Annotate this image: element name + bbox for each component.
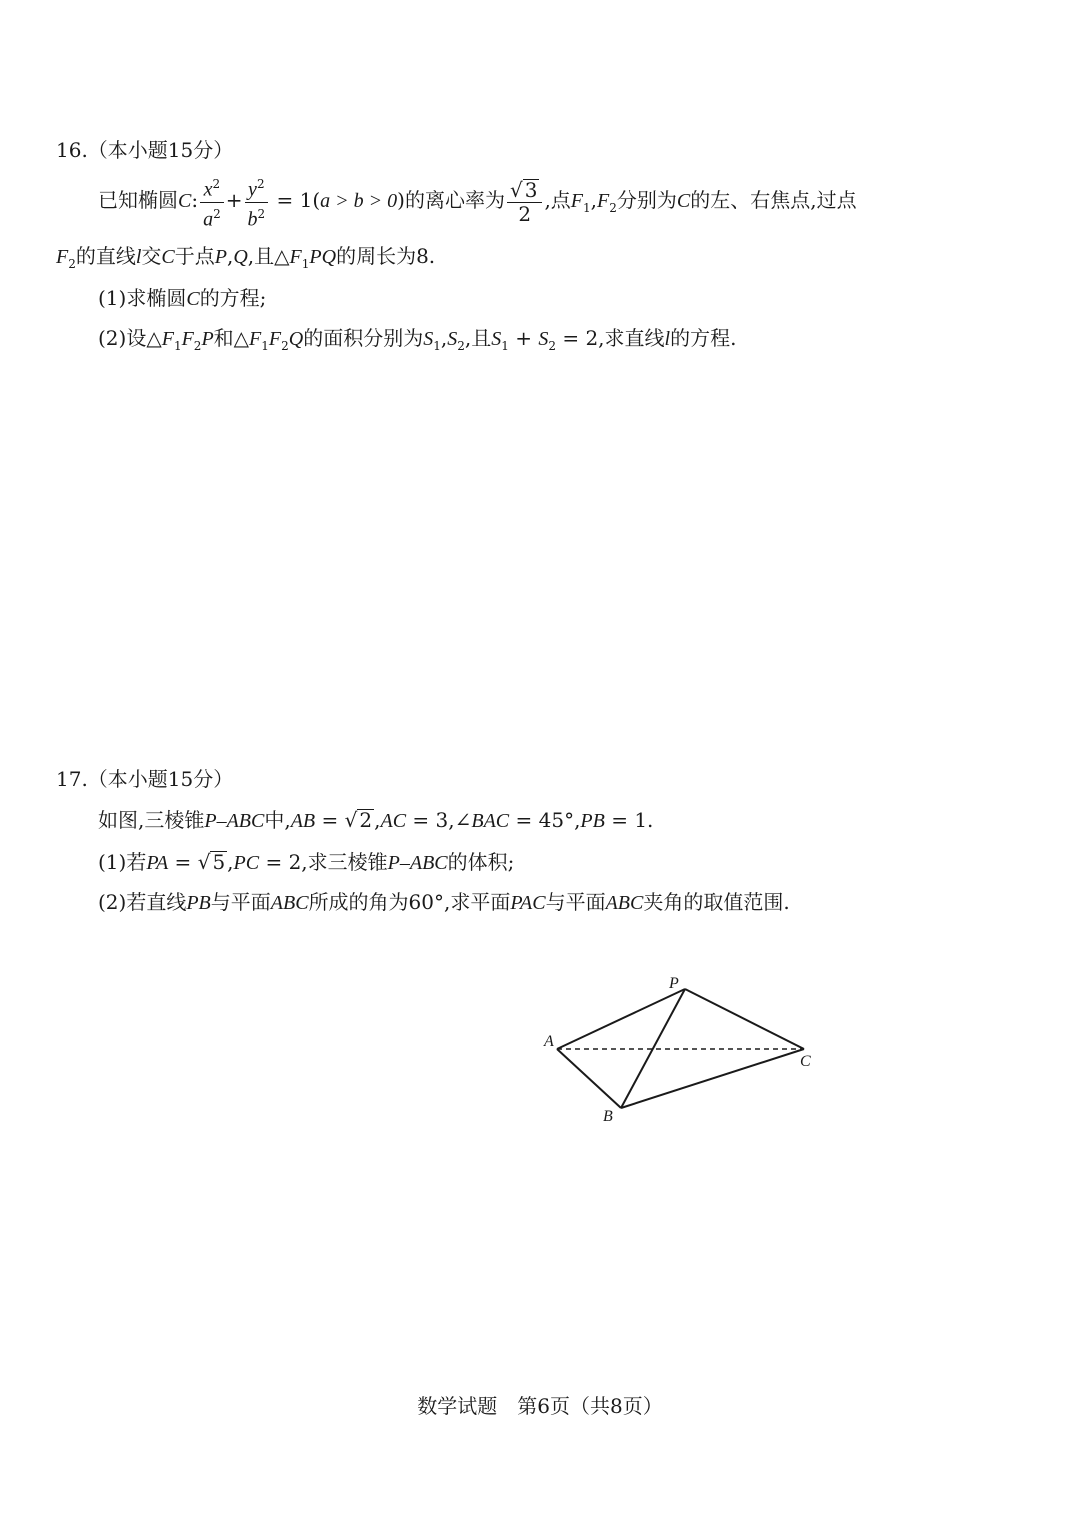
q16-text: (1)求椭圆 [98, 286, 187, 310]
q17-text: = 45°, [509, 808, 581, 832]
q17-text: (1)若 [98, 850, 147, 874]
sub: 1 [433, 339, 441, 353]
var-ABC: ABC [605, 892, 644, 914]
comma: , [226, 244, 234, 268]
q16-text: 于点 [174, 244, 215, 268]
var-F: F [56, 246, 69, 268]
var-l: l [135, 246, 142, 268]
sub: 1 [583, 201, 591, 215]
var-PQ: PQ [309, 246, 337, 268]
equals: = [168, 850, 198, 874]
var-S: S [447, 328, 458, 350]
q17-text: = 2,求三棱锥 [259, 850, 388, 874]
vertex-label-B: B [603, 1108, 613, 1125]
q16-text: ,点 [544, 188, 571, 212]
question-17-statement: 如图,三棱锥P–ABC中,AB = √ 2 ,AC = 3,∠BAC = 45°,PB = 1. [98, 808, 654, 832]
var-b: b [247, 208, 258, 231]
ellipse-name: C [178, 190, 192, 212]
condition: a > b > 0 [320, 190, 398, 212]
var-PB: PB [186, 892, 211, 914]
q16-text: 和△ [213, 326, 250, 350]
var-F: F [249, 328, 262, 350]
var-l: l [664, 328, 671, 350]
var-a: a [203, 208, 214, 231]
sub: 2 [548, 339, 556, 353]
var-F: F [570, 190, 584, 212]
vertex-label-A: A [544, 1033, 554, 1050]
var-AB: AB [290, 810, 316, 832]
sub: 2 [68, 257, 76, 271]
var-PC: PC [233, 852, 260, 874]
edge-PC [685, 989, 804, 1049]
q17-text: = 3,∠ [406, 808, 472, 832]
comma: , [590, 188, 598, 212]
comma: , [440, 326, 448, 350]
var-C: C [161, 246, 175, 268]
sub: 2 [609, 201, 617, 215]
q16-text: 的方程; [199, 286, 267, 310]
question-17-header: 17.（本小题15分） [56, 767, 234, 791]
var-S: S [491, 328, 502, 350]
var-AC: AC [380, 810, 407, 832]
q16-text: ,且 [464, 326, 492, 350]
var-PABC: P–ABC [387, 852, 448, 874]
q17-text: 的体积; [447, 850, 515, 874]
var-F: F [268, 328, 282, 350]
q16-text: )的离心率为 [397, 188, 505, 212]
exp: 2 [213, 207, 221, 221]
q16-text: 的面积分别为 [303, 326, 424, 350]
fraction-x2-a2 [200, 172, 224, 230]
q17-text: (2)若直线 [98, 890, 187, 914]
plus-sign: + [508, 326, 539, 350]
var-PA: PA [146, 852, 169, 874]
pyramid-figure [530, 965, 830, 1130]
q17-text: = 1. [604, 808, 654, 832]
q17-text: 所成的角为60°,求平面 [308, 890, 511, 914]
q17-text: 如图,三棱锥 [98, 808, 205, 832]
exp: 2 [212, 177, 221, 192]
var-F: F [181, 328, 194, 350]
var-PB: PB [580, 810, 605, 832]
plus-sign: + [225, 188, 243, 212]
sub: 1 [173, 339, 182, 353]
sub: 2 [193, 339, 202, 353]
var-x: x [203, 179, 213, 201]
q16-text: = 1( [270, 188, 321, 212]
var-C: C [186, 288, 200, 310]
radicand-3: 3 [524, 178, 538, 202]
vertex-label-C: C [800, 1053, 811, 1070]
radicand-5: 5 [212, 850, 226, 874]
edge-PA [557, 989, 685, 1049]
denominator-2: 2 [518, 202, 532, 226]
sub: 1 [261, 339, 269, 353]
q17-text: 夹角的取值范围. [643, 890, 790, 914]
question-16-part-2 [98, 322, 736, 353]
sub: 1 [501, 339, 509, 353]
var-PABC: P–ABC [204, 810, 265, 832]
q16-text: 的直线 [75, 244, 136, 268]
q16-text: 的方程. [670, 326, 737, 350]
q17-text: 中, [264, 808, 291, 832]
question-16-header: 16.（本小题15分） [56, 138, 234, 162]
var-Q: Q [288, 328, 304, 350]
q16-text: = 2,求直线 [555, 326, 665, 350]
q16-text: 分别为 [616, 188, 677, 212]
q16-text: ,且△ [247, 244, 290, 268]
comma: , [374, 808, 381, 832]
var-S: S [423, 328, 434, 350]
q16-text: 的周长为8. [336, 244, 436, 268]
var-F: F [289, 246, 302, 268]
q16-text: 的左、右焦点,过点 [690, 188, 857, 212]
var-P: P [214, 246, 227, 268]
q17-text: 与平面 [545, 890, 606, 914]
var-C: C [676, 190, 691, 212]
question-16-part-1 [98, 282, 266, 311]
radicand-2: 2 [359, 808, 373, 832]
comma: , [227, 850, 234, 874]
q16-text: 交 [141, 244, 162, 268]
var-P: P [201, 328, 214, 350]
fraction-sqrt3-over-2: $\frac{√ 3}{2}$ [507, 178, 542, 225]
question-17-part-2 [98, 886, 790, 915]
exp: 2 [256, 177, 265, 192]
exp: 2 [257, 207, 266, 221]
question-16-statement-line2 [56, 240, 435, 271]
edge-AB [557, 1049, 621, 1108]
var-ABC: ABC [270, 892, 309, 914]
var-F: F [161, 328, 174, 350]
page-footer: 数学试题 第6页（共8页） [417, 1394, 663, 1418]
sub: 2 [281, 339, 289, 353]
q16-text: 已知椭圆 [98, 188, 178, 212]
question-17-part-1: (1)若PA = √ 5 ,PC = 2,求三棱锥P–ABC的体积; [98, 850, 515, 874]
sub: 1 [301, 257, 310, 271]
vertex-label-P: P [669, 975, 679, 992]
q17-text: 与平面 [210, 890, 271, 914]
fraction-y2-b2 [245, 172, 269, 230]
question-16-statement-line1 [98, 170, 857, 238]
equals: = [315, 808, 345, 832]
var-Q: Q [233, 246, 248, 268]
var-PAC: PAC [510, 892, 546, 914]
var-F: F [597, 190, 610, 212]
var-BAC: BAC [471, 810, 510, 832]
q16-text: (2)设△ [98, 326, 162, 350]
var-y: y [248, 179, 257, 201]
sub: 2 [457, 339, 465, 353]
q16-text: : [191, 188, 199, 212]
var-S: S [538, 328, 549, 350]
